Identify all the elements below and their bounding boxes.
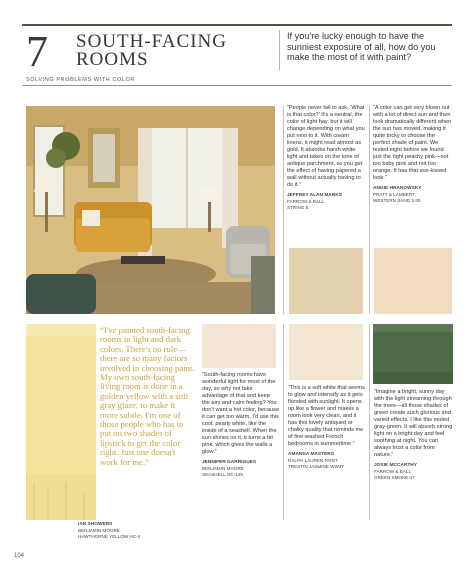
column-divider (283, 324, 284, 520)
swatch-brush-texture (26, 324, 96, 520)
quote-card-masters (288, 385, 366, 470)
quote-card-marks (287, 105, 365, 211)
section-subtitle: SOLVING PROBLEMS WITH COLOR (26, 77, 136, 83)
paint-brand: FARROW & BALL (287, 199, 325, 204)
paint-brand: PRATT & LAMBERT (373, 192, 415, 197)
quote-attribution (288, 451, 366, 470)
paint-brand: BENJAMIN MOORE (78, 528, 120, 533)
section-number: 7 (26, 27, 48, 76)
feature-paint-swatch (26, 324, 96, 520)
title-line-1: SOUTH-FACING (76, 31, 227, 52)
paint-name: HAWTHORNE YELLOW HC-4 (78, 534, 141, 539)
designer-name: JOSIE MCCARTHY (374, 463, 417, 468)
paint-swatch (289, 324, 363, 380)
paint-name: STRING 8 (287, 205, 309, 210)
page-title (76, 33, 266, 69)
paint-name: SEASHELL OC-125 (202, 472, 243, 477)
quote-attribution (374, 462, 454, 481)
quote-card-mccarthy (374, 389, 454, 481)
column-divider (369, 324, 370, 520)
paint-swatch (374, 248, 452, 314)
paint-name: TRESTIN JASMINE WW37 (288, 464, 344, 469)
column-divider (283, 106, 284, 314)
paint-name: GREEN SMOKE 47 (374, 475, 415, 480)
designer-name: JEFFREY ALAN MARKS (287, 193, 342, 198)
paint-brand: BENJAMIN MOORE (202, 466, 244, 471)
quote-text: “This is a soft white that seems to glow and intensify as it gets flooded with sunlight. It opens up like a flower and makes a room look very clean, and it has this lovely antiqued or chalky quality that reminds me of fine-washed French bedrooms in summertime.” (288, 385, 365, 447)
feature-quote-attribution (78, 521, 198, 540)
designer-name: AMANDA MASTERS (288, 452, 334, 457)
designer-name: ANGIE HRANOWSKY (373, 186, 422, 191)
column-divider (369, 106, 370, 314)
intro-text: If you're lucky enough to have the sunniest exposure of all, how do you make the most of it with paint? (287, 31, 436, 62)
quote-attribution (202, 459, 279, 478)
swatch-brush-texture (373, 324, 453, 384)
subtitle-rule (22, 85, 452, 86)
room-illustration (26, 106, 275, 314)
quote-text: “Imagine a bright, sunny day with the light streaming through the trees—all those shades of green create such glorious and varied effects. I like this muted gray-green. It will absorb strong light on a bright day and feel soothing at night. You can always trust a color from nature.” (374, 389, 453, 458)
paint-swatch (202, 324, 276, 368)
paint-name: WESTERN SAND 3-30 (373, 198, 421, 203)
quote-text: “South-facing rooms have wonderful light for most of the day, so why not take advantage of that and keep the airy and calm feeling? You don't want a hot color, because it can get too warm. I'd use this cool, pearly white, like the inside of a seashell. When the sun shines on it, it turns a bit pink, which gives the walls a glow.” (202, 372, 279, 455)
title-line-2: ROOMS (76, 49, 149, 70)
feature-quote-text: “I've painted south-facing rooms in light and dark colors. There's no rule—there are so many factors involved in choosing paint. My own south-facing living room is done in a golden yellow with a soft gray glaze, to make it more subtle. I'm one of those people who has to put on two shades of lipstick to get the color right. Just one doesn't work for me.” (100, 325, 195, 467)
top-rule (22, 24, 452, 26)
quote-text: “A color can get very blown out with a lot of direct sun and then look dramatically different when the sun has moved, making it quite tricky to choose the perfect shade of paint. We tested eight before we found just the right peachy pink—not too baby pink and not too orange. It has that sun-kissed look.” (373, 105, 452, 181)
paint-brand: FARROW & BALL (374, 469, 412, 474)
quote-card-hranowsky (373, 105, 453, 204)
designer-name: IAN SHOWERS (78, 522, 113, 527)
quote-attribution (287, 192, 365, 211)
quote-attribution (373, 185, 453, 204)
quote-card-garrigues (202, 372, 279, 478)
paint-swatch (289, 248, 363, 314)
header-divider (279, 30, 280, 70)
quote-text: “People never fail to ask, ‘What is that color?’ It's a neutral, the color of light hay, but it will change depending on what you put next to it. With cream linens, it might read almost as gold. It absorbs harsh white light and takes on the tone of antique parchment, so you get the effect of having papered a wall without actually having to do it.” (287, 105, 365, 188)
paint-brand: RALPH LAUREN PAINT (288, 458, 338, 463)
page-number: 104 (14, 553, 25, 559)
paint-swatch (373, 324, 453, 384)
designer-name: JENNIFER GARRIGUES (202, 460, 257, 465)
room-photo (26, 106, 275, 314)
